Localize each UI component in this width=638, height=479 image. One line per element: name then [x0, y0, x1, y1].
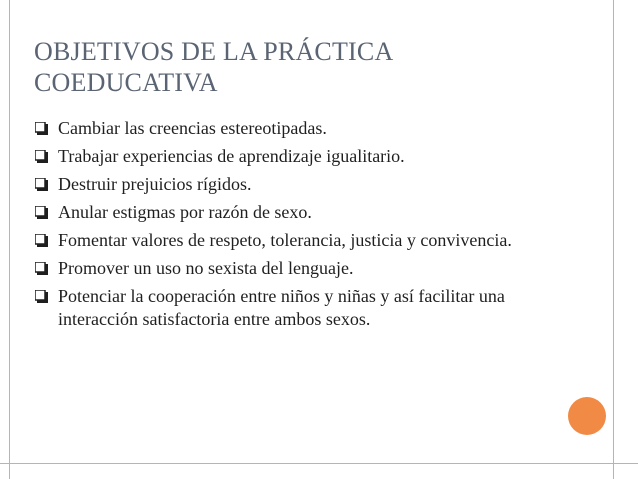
square-bullet-icon — [35, 178, 48, 191]
square-bullet-icon — [35, 206, 48, 219]
slide-title — [34, 36, 574, 98]
square-bullet-icon — [35, 122, 48, 135]
square-bullet-icon — [35, 150, 48, 163]
bullet-item — [34, 285, 574, 331]
square-bullet-icon — [35, 234, 48, 247]
bullet-list — [34, 117, 574, 336]
bullet-item — [34, 257, 574, 280]
left-border-line — [9, 0, 10, 479]
square-bullet-icon — [35, 290, 48, 303]
bullet-item — [34, 229, 574, 252]
bullet-text: Trabajar experiencias de aprendizaje igualitario. — [58, 146, 405, 166]
bullet-item — [34, 117, 574, 140]
accent-circle — [568, 397, 606, 435]
slide-title-line-1: OBJETIVOS DE LA PRÁCTICA — [34, 37, 394, 66]
bullet-text: Promover un uso no sexista del lenguaje. — [58, 258, 354, 278]
bullet-item — [34, 145, 574, 168]
bullet-item — [34, 173, 574, 196]
bullet-text: Potenciar la cooperación entre niños y niñas y así facilitar una interacción satisfactoria entre ambos sexos. — [58, 286, 505, 329]
square-bullet-icon — [35, 262, 48, 275]
bullet-text: Anular estigmas por razón de sexo. — [58, 202, 312, 222]
bullet-text: Cambiar las creencias estereotipadas. — [58, 118, 327, 138]
bullet-text: Fomentar valores de respeto, tolerancia, justicia y convivencia. — [58, 230, 512, 250]
bullet-item — [34, 201, 574, 224]
slide-title-line-2: COEDUCATIVA — [34, 68, 218, 97]
bullet-text: Destruir prejuicios rígidos. — [58, 174, 252, 194]
right-border-line — [613, 0, 614, 479]
bottom-border-line — [0, 463, 638, 464]
